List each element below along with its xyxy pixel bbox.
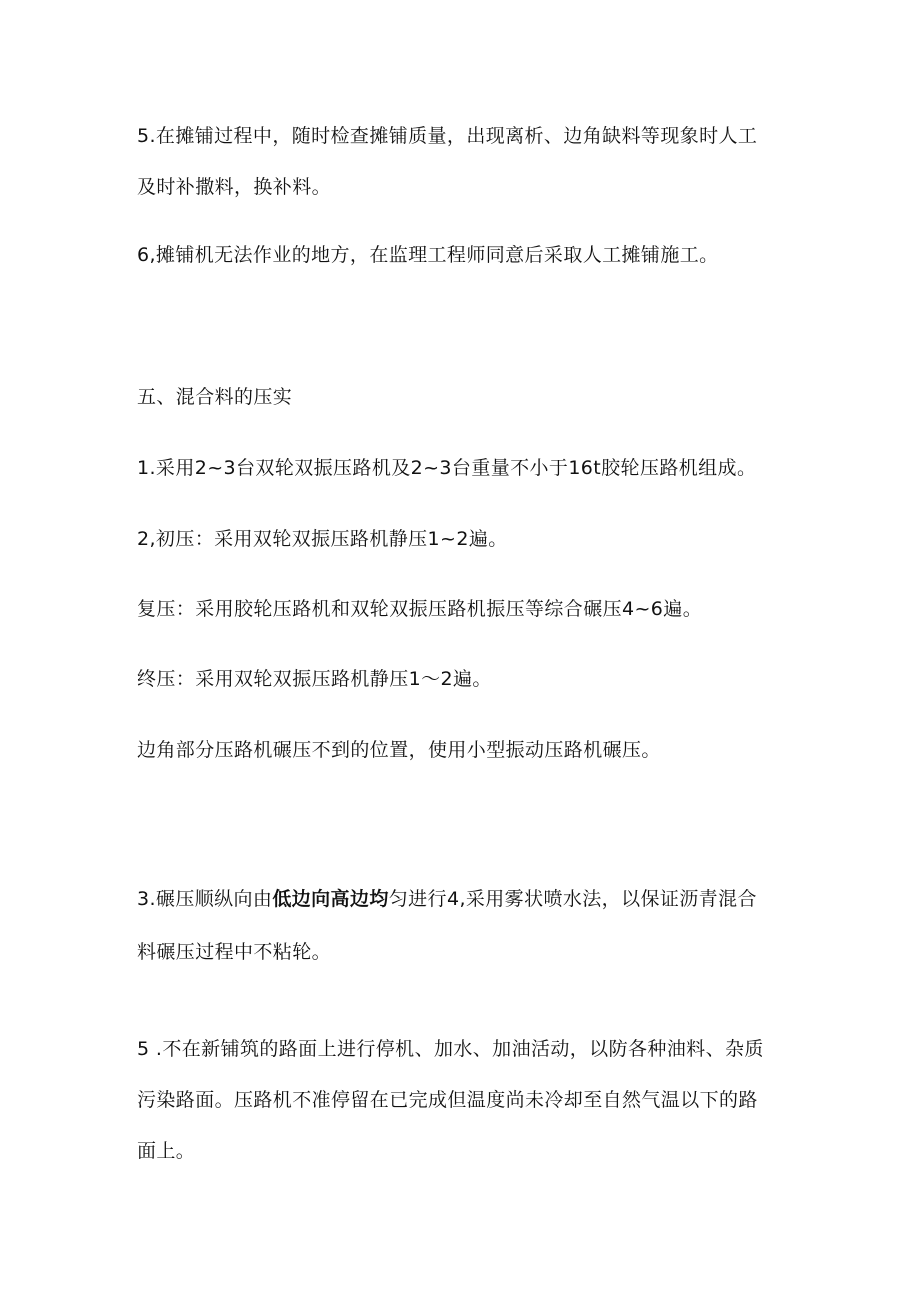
paragraph-5-line-2: 及时补撒料，换补料。: [137, 176, 332, 198]
item-3-prefix: 3.碾压顺纵向由: [137, 888, 273, 910]
compaction-item-3-line-2: 料碾压过程中不粘轮。: [137, 941, 332, 963]
compaction-corner: 边角部分压路机碾压不到的位置，使用小型振动压路机碾压。: [137, 739, 661, 761]
compaction-item-1: 1.采用2~3台双轮双振压路机及2~3台重量不小于16t胶轮压路机组成。: [137, 457, 757, 479]
compaction-item-5-line-1: 5 .不在新铺筑的路面上进行停机、加水、加油活动，以防各种油料、杂质: [137, 1038, 764, 1060]
compaction-item-5-line-3: 面上。: [137, 1140, 196, 1162]
compaction-secondary: 复压：采用胶轮压路机和双轮双振压路机振压等综合碾压4~6遍。: [137, 598, 703, 620]
compaction-final: 终压：采用双轮双振压路机静压1～2遍。: [137, 668, 492, 690]
paragraph-6: 6,摊铺机无法作业的地方，在监理工程师同意后采取人工摊铺施工。: [137, 244, 719, 266]
item-3-bold-text: 低边向高边均: [272, 888, 389, 910]
item-3-suffix: 匀进行4,采用雾状喷水法，以保证沥青混合: [388, 888, 757, 910]
section-heading: 五、混合料的压实: [137, 386, 293, 408]
compaction-item-2: 2,初压：采用双轮双振压路机静压1~2遍。: [137, 528, 508, 550]
compaction-item-5-line-2: 污染路面。压路机不准停留在已完成但温度尚未冷却至自然气温以下的路: [137, 1089, 758, 1111]
compaction-item-3-line-1: [137, 886, 757, 912]
paragraph-5-line-1: 5.在摊铺过程中，随时检查摊铺质量，出现离析、边角缺料等现象时人工: [137, 125, 758, 147]
